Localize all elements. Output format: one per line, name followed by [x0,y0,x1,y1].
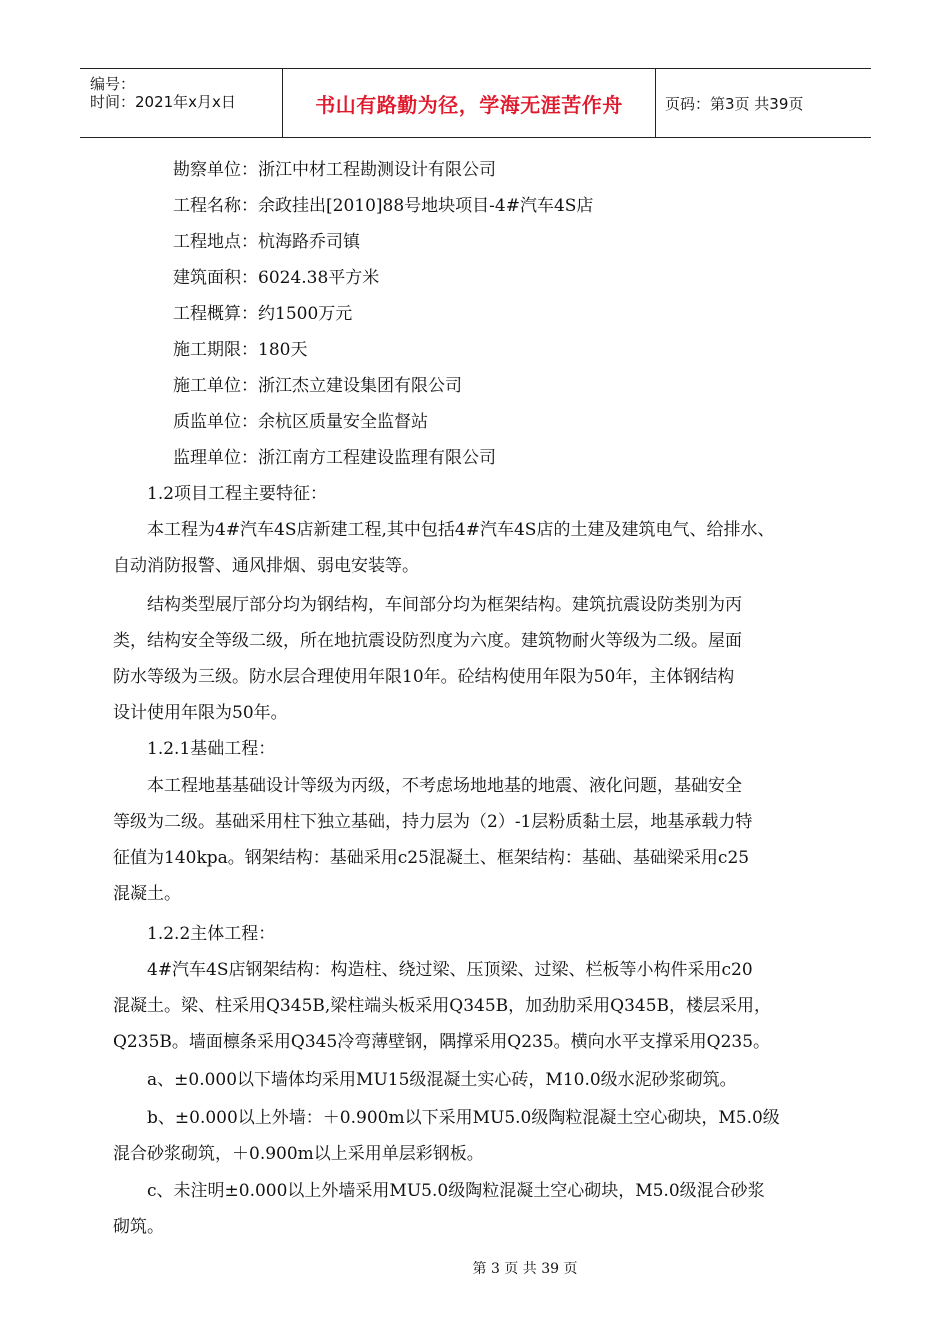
info-duration: 施工期限：180天 [173,340,308,360]
paragraph-line: 4#汽车4S店钢架结构：构造柱、绕过梁、压顶梁、过梁、栏板等小构件采用c20 [147,960,753,980]
list-item-c: c、未注明±0.000以上外墙采用MU5.0级陶粒混凝土空心砌块，M5.0级混合砂浆 [147,1181,765,1201]
paragraph-line: 防水等级为三级。防水层合理使用年限10年。砼结构使用年限为50年，主体钢结构 [113,667,735,687]
info-quality-supervisor: 质监单位：余杭区质量安全监督站 [173,412,428,432]
footer-page-number: 第 3 页 共 39 页 [472,1261,578,1277]
page-footer [0,1258,950,1278]
paragraph-line: 结构类型展厅部分均为钢结构，车间部分均为框架结构。建筑抗震设防类别为丙 [147,595,742,615]
section-1-2-1-title: 1.2.1基础工程： [147,739,276,759]
paragraph-line: 混凝土。梁、柱采用Q345B,梁柱端头板采用Q345B，加劲肋采用Q345B，楼层采用， [113,996,772,1016]
list-item-c-cont: 砌筑。 [113,1217,164,1237]
header-left-cell [80,69,280,137]
document-code-label: 编号： [90,75,136,93]
paragraph-line: 类，结构安全等级二级，所在地抗震设防烈度为六度。建筑物耐火等级为二级。屋面 [113,631,742,651]
info-project-name: 工程名称：余政挂出[2010]88号地块项目-4#汽车4S店 [173,196,594,216]
paragraph-line: 设计使用年限为50年。 [113,703,288,723]
paragraph-line: 征值为140kpa。钢架结构：基础采用c25混凝土、框架结构：基础、基础梁采用c25 [113,848,750,868]
header-motto-cell [282,69,656,137]
list-item-b: b、±0.000以上外墙：＋0.900m以下采用MU5.0级陶粒混凝土空心砌块，M5.0级 [147,1108,780,1128]
section-1-2-2-title: 1.2.2主体工程： [147,924,276,944]
page-header [80,68,871,138]
list-item-b-cont: 混合砂浆砌筑，＋0.900m以上采用单层彩钢板。 [113,1144,484,1164]
document-date-label: 时间：2021年x月x日 [90,93,236,111]
info-project-location: 工程地点：杭海路乔司镇 [173,232,360,252]
paragraph-line: 等级为二级。基础采用柱下独立基础，持力层为（2）-1层粉质黏土层，地基承载力特 [113,812,753,832]
info-contractor: 施工单位：浙江杰立建设集团有限公司 [173,376,462,396]
paragraph-line: Q235B。墙面檩条采用Q345冷弯薄壁钢，隅撑采用Q235。横向水平支撑采用Q235。 [113,1032,771,1052]
info-survey-unit: 勘察单位：浙江中材工程勘测设计有限公司 [173,160,496,180]
section-1-2-title: 1.2项目工程主要特征： [147,484,328,504]
paragraph-line: 本工程地基基础设计等级为丙级，不考虑场地地基的地震、液化问题，基础安全 [147,776,742,796]
paragraph-line: 自动消防报警、通风排烟、弱电安装等。 [113,556,419,576]
header-motto: 书山有路勤为径，学海无涯苦作舟 [315,92,623,117]
header-page-cell [655,69,871,137]
info-budget: 工程概算：约1500万元 [173,304,353,324]
paragraph-line: 本工程为4#汽车4S店新建工程,其中包括4#汽车4S店的土建及建筑电气、给排水、 [147,520,775,540]
paragraph-line: 混凝土。 [113,884,181,904]
info-supervision-unit: 监理单位：浙江南方工程建设监理有限公司 [173,448,496,468]
header-page-number: 页码：第3页 共39页 [665,94,804,113]
list-item-a: a、±0.000以下墙体均采用MU15级混凝土实心砖，M10.0级水泥砂浆砌筑。 [147,1070,737,1090]
info-building-area: 建筑面积：6024.38平方米 [173,268,380,288]
